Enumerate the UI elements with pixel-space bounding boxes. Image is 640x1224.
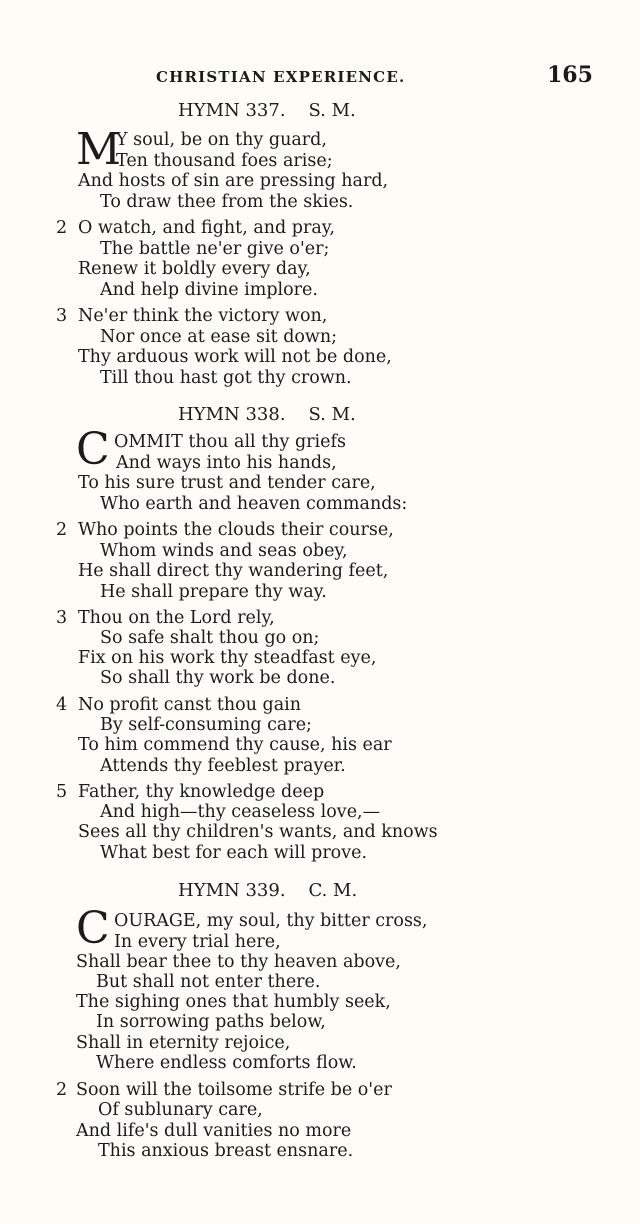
verse-line: And life's dull vanities no more [76,1121,352,1141]
verse-line: OURAGE, my soul, thy bitter cross, [114,911,428,931]
verse-line: So safe shalt thou go on; [100,628,320,648]
verse-line: The battle ne'er give o'er; [100,239,330,259]
verse-number: 5 [56,782,68,802]
verse-line: But shall not enter there. [96,972,321,992]
verse-line: OMMIT thou all thy griefs [114,432,346,452]
verse-line: Father, thy knowledge deep [78,782,325,802]
verse-line: To him commend thy cause, his ear [78,735,392,755]
verse-line: Who earth and heaven commands: [100,494,408,514]
verse-line: Of sublunary care, [98,1100,263,1120]
drop-cap: C [76,903,110,954]
running-head: CHRISTIAN EXPERIENCE. [156,68,406,86]
hymn-title: HYMN 339. C. M. [178,880,358,901]
verse-line: Where endless comforts flow. [96,1053,357,1073]
verse-line: Y soul, be on thy guard, [116,130,327,150]
verse-number: 3 [56,306,68,326]
verse-line: Shall bear thee to thy heaven above, [76,952,401,972]
verse-number: 2 [56,1080,68,1100]
verse-number: 2 [56,520,68,540]
verse-line: By self-consuming care; [100,715,312,735]
verse-line: The sighing ones that humbly seek, [76,992,391,1012]
verse-line: To draw thee from the skies. [100,192,354,212]
drop-cap: M [76,124,122,175]
verse-line: What best for each will prove. [100,843,368,863]
page-header [0,60,640,90]
verse-line: He shall direct thy wandering feet, [78,561,389,581]
verse-line: Thy arduous work will not be done, [78,347,392,367]
verse-line: Thou on the Lord rely, [78,608,275,628]
verse-line: In sorrowing paths below, [96,1012,326,1032]
verse-number: 4 [56,695,68,715]
verse-line: Sees all thy children's wants, and knows [78,822,438,842]
verse-line: To his sure trust and tender care, [78,473,376,493]
verse-line: Till thou hast got thy crown. [100,368,352,388]
page-number: 165 [547,62,593,88]
drop-cap: C [76,424,110,475]
verse-line: And help divine implore. [100,280,318,300]
verse-line: Ne'er think the victory won, [78,306,328,326]
verse-line: Shall in eternity rejoice, [76,1033,291,1053]
verse-line: Attends thy feeblest prayer. [100,756,346,776]
verse-line: So shall thy work be done. [100,668,336,688]
verse-number: 2 [56,218,68,238]
hymn-title: HYMN 338. S. M. [178,404,356,425]
verse-line: Fix on his work thy steadfast eye, [78,648,377,668]
verse-line: Whom winds and seas obey, [100,541,348,561]
verse-line: And hosts of sin are pressing hard, [78,171,389,191]
verse-line: Nor once at ease sit down; [100,327,338,347]
verse-line: And ways into his hands, [116,453,337,473]
verse-line: In every trial here, [114,932,281,952]
verse-line: He shall prepare thy way. [100,582,327,602]
verse-line: This anxious breast ensnare. [98,1141,354,1161]
verse-line: Who points the clouds their course, [78,520,394,540]
verse-line: No profit canst thou gain [78,695,302,715]
verse-line: Renew it boldly every day, [78,259,311,279]
verse-line: And high—thy ceaseless love,— [100,802,381,822]
verse-line: Ten thousand foes arise; [116,151,333,171]
hymn-title: HYMN 337. S. M. [178,100,356,121]
verse-number: 3 [56,608,68,628]
verse-line: O watch, and fight, and pray, [78,218,335,238]
verse-line: Soon will the toilsome strife be o'er [76,1080,392,1100]
